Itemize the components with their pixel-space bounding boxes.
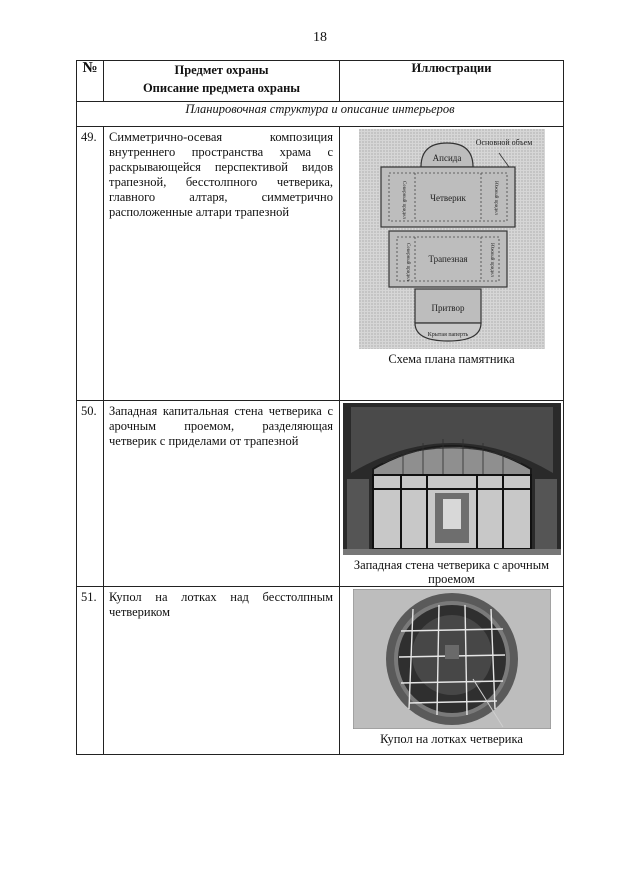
header-subject-description: Описание предмета охраны bbox=[142, 81, 301, 95]
header-illustrations: Иллюстрации bbox=[340, 61, 564, 102]
plan-label-covered-porch: Крытая паперть bbox=[427, 332, 468, 338]
plan-label-refectory: Трапезная bbox=[428, 254, 467, 264]
plan-label-south-altar-1: Южный придел bbox=[492, 181, 498, 215]
row-description: Купол на лотках над бесстолпным четвериком bbox=[104, 587, 340, 755]
image-caption: Купол на лотках четверика bbox=[380, 732, 523, 746]
plan-label-porch: Притвор bbox=[431, 303, 464, 313]
plan-label-main-volume: Основной объем bbox=[475, 138, 532, 147]
plan-label-south-altar-2: Южный придел bbox=[488, 243, 494, 277]
header-subject-title: Предмет охраны bbox=[174, 63, 269, 77]
west-wall-photo bbox=[343, 403, 561, 555]
header-subject bbox=[104, 61, 340, 102]
row-description: Западная капитальная стена четверика с арочным проемом, разделяющая четверик с приделами от трапезной bbox=[104, 401, 340, 587]
protection-subject-table bbox=[76, 60, 564, 755]
row-description: Симметрично-осевая композиция внутреннего пространства храма с раскрывающейся перспективой видов трапезной, бесстолпного четверика, главного алтаря, симметрично расположенные алтари трапезной bbox=[104, 127, 340, 401]
plan-label-apse: Апсида bbox=[432, 153, 461, 163]
section-row bbox=[77, 102, 564, 127]
table-row bbox=[77, 401, 564, 587]
plan-label-north-altar-2: Северный придел bbox=[404, 243, 410, 281]
illustration-cell bbox=[340, 401, 564, 587]
table-header-row bbox=[77, 61, 564, 102]
row-number: 51. bbox=[77, 587, 104, 755]
header-num: № bbox=[77, 61, 104, 102]
dome-photo bbox=[353, 589, 551, 729]
page-number: 18 bbox=[313, 30, 327, 45]
plan-scheme-image bbox=[359, 129, 545, 349]
table-row bbox=[77, 127, 564, 401]
image-caption: Западная стена четверика с арочным проемом bbox=[353, 558, 550, 586]
section-title: Планировочная структура и описание интерьеров bbox=[77, 102, 564, 127]
row-number: 49. bbox=[77, 127, 104, 401]
row-number: 50. bbox=[77, 401, 104, 587]
table-row bbox=[77, 587, 564, 755]
illustration-cell bbox=[340, 587, 564, 755]
illustration-cell bbox=[340, 127, 564, 401]
plan-label-chetverik: Четверик bbox=[429, 193, 466, 203]
image-caption: Схема плана памятника bbox=[388, 352, 515, 366]
plan-label-north-altar-1: Северный придел bbox=[400, 181, 406, 219]
